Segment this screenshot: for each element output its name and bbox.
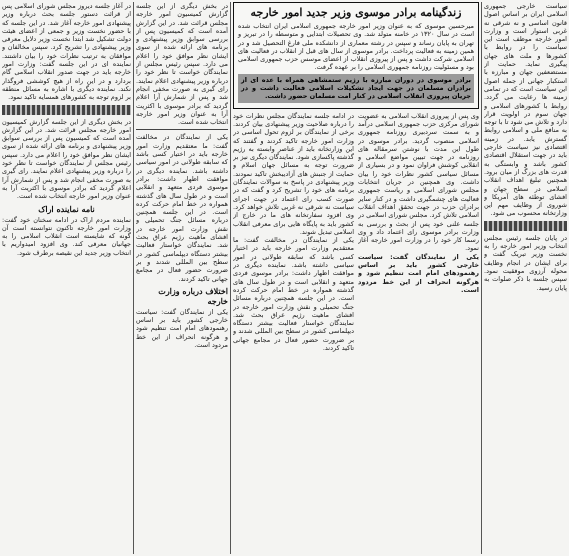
column-divider bbox=[230, 2, 231, 554]
article-lead: میرحسین موسوی که به عنوان وزیر امور خارجه جمهوری اسلامی ایران انتخاب شده است در سال ۱۳۲۰ در خامنه متولد شد. وی تحصیلات ابتدایی و متوسطه را در تبریز و تهران به پایان رساند و سپس در رشته معماری از دانشکده ملی فارغ التحصیل شد و در همین زمینه به فعالیت پرداخت. برادر موسوی از سال های قبل از انقلاب در فعالیت های اسلامی شرکت داشت و پس از پیروزی انقلاب از اعضای موسس حزب جمهوری اسلامی بود و مسئولیت روزنامه جمهوری اسلامی را بر عهده گرفت. bbox=[238, 22, 474, 72]
column-text: در بخش دیگری از این جلسه گزارش کمیسیون امور خارجه مجلس قرائت شد. در این گزارش آمده است که کمیسیون پس از بررسی سوابق وزیر پیشنهادی و برنامه های ارائه شده از سوی ایشان نظر موافق خود را اعلام می دارد. سپس رئیس مجلس از نمایندگان خواست تا نظر خود را درباره وزیر پیشنهادی اعلام نمایند. رای گیری به صورت مخفی انجام شد و پس از شمارش آرا اعلام گردید که برادر موسوی با اکثریت آرا به عنوان وزیر امور خارجه انتخاب شده است. bbox=[2, 117, 131, 201]
article-main bbox=[233, 2, 479, 554]
divider bbox=[136, 129, 228, 130]
section-heading: نامه نماینده اراک bbox=[38, 203, 95, 214]
article-body-columns bbox=[233, 112, 479, 353]
column-text: یکی از نمایندگان در مخالفت گفت: ما معتقدیم وزارت امور خارجه باید در اختیار کسی باشد که سابقه طولانی در امور سیاسی داشته باشد. نماینده دیگری در موافقت اظهار داشت: برادر موسوی فردی متعهد و انقلابی است و در طول سال های گذشته همواره در خط امام حرکت کرده است. در این جلسه همچنین درباره مسائل جنگ تحمیلی و نقش وزارت امور خارجه در افشای ماهیت رژیم عراق بحث شد. نمایندگان خواستار فعالیت بیشتر دستگاه دیپلماسی کشور در سطح بین المللی شدند و بر ضرورت حضور فعال در مجامع جهانی تاکید کردند. bbox=[233, 236, 354, 352]
article-body-col bbox=[358, 112, 479, 353]
article-highlight: برادر موسوی در دوران مبارزه با رژیم ستمشاهی همراه با عده ای از برادران مسلمان در جهت ایجاد تشکیلات اسلامی فعالیت داشت و در جریان پیروزی انقلاب اسلامی در کنار امت مسلمان حضور داشت. bbox=[241, 75, 471, 101]
column-text: در آغاز جلسه دیروز مجلس شورای اسلامی پس از قرائت دستور جلسه بحث درباره وزیر پیشنهادی امور خارجه آغاز شد. در این جلسه که با حضور نخست وزیر و جمعی از اعضای هیئت دولت تشکیل شد ابتدا نخست وزیر دلایل معرفی وزیر پیشنهادی را تشریح کرد. سپس مخالفان و موافقان به ترتیب نظرات خود را بیان داشتند. نماینده ای در این جلسه گفت: وزارت امور خارجه باید در جهت صدور انقلاب اسلامی گام بردارد و در این راه از هیچ کوششی فروگذار نکند. نماینده دیگری با اشاره به مسائل منطقه بر لزوم توجه به کشورهای همسایه تاکید نمود. bbox=[2, 2, 131, 102]
column-text: یکی از نمایندگان در مخالفت گفت: ما معتقدیم وزارت امور خارجه باید در اختیار کسی باشد که سابقه طولانی در امور سیاسی داشته باشد. نماینده دیگری در موافقت اظهار داشت: برادر موسوی فردی متعهد و انقلابی است و در طول سال های گذشته همواره در خط امام حرکت کرده است. در این جلسه همچنین درباره مسائل جنگ تحمیلی و نقش وزارت امور خارجه در افشای ماهیت رژیم عراق بحث شد. نمایندگان خواستار فعالیت بیشتر دستگاه دیپلماسی کشور در سطح بین المللی شدند و بر ضرورت حضور فعال در مجامع جهانی تاکید کردند. bbox=[136, 133, 228, 283]
column-divider bbox=[481, 2, 482, 554]
highlight-block bbox=[238, 74, 474, 103]
article-body: وی پس از پیروزی انقلاب اسلامی به عضویت شورای مرکزی حزب جمهوری اسلامی درآمد و به سمت سردبیری روزنامه جمهوری اسلامی منصوب گردید. برادر موسوی در طول این مدت با نوشتن سرمقاله های روزنامه در جهت تبیین مواضع اسلامی و انقلابی کوشش فراوان نمود و در بسیاری از مسائل سیاسی کشور نظرات خود را بیان داشت. وی همچنین در جریان انتخابات مجلس شورای اسلامی و ریاست جمهوری فعالیت های چشمگیری داشت و در کنار سایر برادران حزب در جهت تحقق اهداف انقلاب اسلامی تلاش کرد. مجلس شورای اسلامی در جلسه علنی خود پس از بحث و بررسی به وزارت برادر موسوی رای اعتماد داد و وی رسما کار خود را در وزارت امور خارجه آغاز نمود. bbox=[358, 111, 479, 253]
column-divider bbox=[133, 2, 134, 554]
column-text: در پایان جلسه رئیس مجلس انتخاب وزیر امور خارجه را به نخست وزیر تبریک گفت و برای ایشان در انجام وظایف محوله آرزوی موفقیت نمود. سپس جلسه با ذکر صلوات به پایان رسید. bbox=[484, 233, 567, 292]
article-body-continued: یکی از نمایندگان گفت: سیاست خارجی کشور باید بر اساس رهنمودهای امام امت تنظیم شود و هرگونه انحراف از این خط مردود است. bbox=[358, 252, 479, 294]
column-far-right bbox=[484, 2, 567, 554]
center-col bbox=[233, 112, 354, 353]
column-far-left bbox=[2, 2, 131, 554]
article-headline: زندگینامه برادر موسوی وزیر جدید امور خارجه bbox=[250, 6, 462, 19]
column-text: یکی از نمایندگان گفت: سیاست خارجی کشور باید بر اساس رهنمودهای امام امت تنظیم شود و هرگونه انحراف از این خط مردود است. bbox=[136, 307, 228, 349]
print-stripe bbox=[2, 105, 131, 115]
column-text: در بخش دیگری از این جلسه گزارش کمیسیون امور خارجه مجلس قرائت شد. در این گزارش آمده است که کمیسیون پس از بررسی سوابق وزیر پیشنهادی و برنامه های ارائه شده از سوی ایشان نظر موافق خود را اعلام می دارد. سپس رئیس مجلس از نمایندگان خواست تا نظر خود را درباره وزیر پیشنهادی اعلام نمایند. رای گیری به صورت مخفی انجام شد و پس از شمارش آرا اعلام گردید که برادر موسوی با اکثریت آرا به عنوان وزیر امور خارجه انتخاب شده است. bbox=[136, 2, 228, 127]
column-text: در ادامه جلسه نمایندگان مجلس نظرات خود را درباره صلاحیت وزیر پیشنهادی بیان کردند. برخی از نمایندگان بر لزوم تحول اساسی در وزارت امور خارجه تاکید کردند و گفتند که این وزارتخانه باید از عناصر وابسته به رژیم گذشته پاکسازی شود. نمایندگان دیگری نیز بر ضرورت توجه به مسائل جهان اسلام و حمایت از جنبش های آزادیبخش تاکید نمودند. وزیر پیشنهادی در پاسخ به سوالات نمایندگان برنامه های خود را تشریح کرد و گفت که در صورت کسب رای اعتماد در جهت اجرای سیاست نه شرقی نه غربی تلاش خواهد کرد. وی افزود سفارتخانه های ما در خارج از کشور باید به پایگاه هایی برای معرفی انقلاب اسلامی تبدیل شوند. bbox=[233, 111, 354, 236]
column-left-center bbox=[136, 2, 228, 554]
section-heading: اختلاف درباره وزارت خارجه bbox=[158, 285, 228, 306]
article-box bbox=[233, 2, 479, 109]
column-text: سیاست خارجی جمهوری اسلامی ایران بر اساس اصول قانون اساسی و نه شرقی نه غربی استوار است و وزارت امور خارجه موظف است این سیاست را در روابط با کشورها و ملت های جهان پیگیری نماید. حمایت از مستضعفین جهان و مبارزه با استکبار جهانی از جمله اصول این سیاست است که در تمامی زمینه ها رعایت می گردد. روابط با کشورهای اسلامی و جهان سوم در اولویت قرار دارد و تلاش می شود تا با توجه به منافع ملی و اسلامی روابط گسترش یابد. در زمینه اقتصادی نیز سیاست خارجی باید در جهت استقلال اقتصادی کشور باشد و وابستگی به قدرت های بزرگ از میان برود. همچنین تبلیغ اهداف انقلاب اسلامی در سطح جهان و افشای توطئه های آمریکا و شوروی از وظایف مهم این وزارتخانه محسوب می شود. bbox=[484, 2, 567, 218]
column-text: نماینده مردم اراک در ادامه سخنان خود گفت: وزارت امور خارجه تاکنون نتوانسته است آن گونه که شایسته است انقلاب اسلامی را به جهانیان معرفی کند. وی افزود امیدواریم با انتخاب وزیر جدید این نقیصه برطرف شود. bbox=[2, 215, 131, 257]
print-stripe bbox=[484, 221, 567, 231]
